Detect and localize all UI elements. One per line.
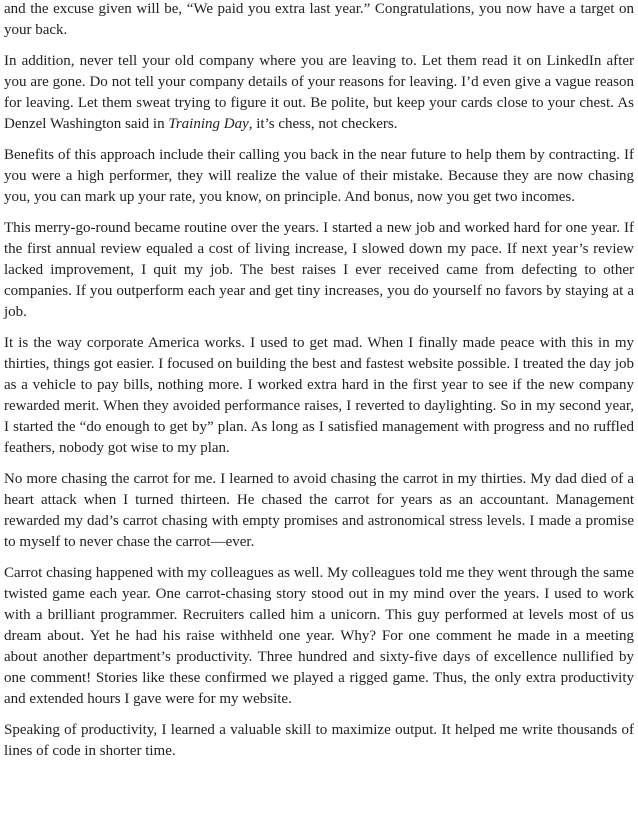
paragraph-7: Carrot chasing happened with my colleagues as well. My colleagues told me they went through the same twisted game each year. One carrot-chasing story stood out in my mind over the years. I used to work with a brilliant programmer. Recruiters called him a unicorn. This guy performed at levels most of us dream about. Yet he had his raise withheld one year. Why? For one comment he made in a meeting about another department’s productivity. Three hundred and sixty-five days of excellence nullified by one comment! Stories like these confirmed we played a rigged game. Thus, the only extra productivity and extended hours I gave were for my website.: [4, 565, 634, 707]
paragraph-4: This merry-go-round became routine over the years. I started a new job and worked hard for one year. If the first annual review equaled a cost of living increase, I slowed down my pace. If next year’s review lacked improvement, I quit my job. The best raises I ever received came from defecting to other companies. If you outperform each year and get tiny increases, you do yourself no favors by staying at a job.: [4, 220, 634, 320]
paragraph-2: [4, 51, 634, 135]
paragraph-3: Benefits of this approach include their calling you back in the near future to help them by contracting. If you were a high performer, they will realize the value of their mistake. Because they are now chasing you, you can mark up your rate, you know, on principle. And bonus, now you get two incomes.: [4, 147, 634, 206]
document-page: [4, 0, 634, 772]
paragraph-1: and the excuse given will be, “We paid you extra last year.” Congratulations, you now have a target on your back.: [4, 1, 634, 38]
paragraph-5: It is the way corporate America works. I used to get mad. When I finally made peace with this in my thirties, things got easier. I focused on building the best and fastest website possible. I treated the day job as a vehicle to pay bills, nothing more. I worked extra hard in the first year to see if the new company rewarded merit. When they avoided performance raises, I reverted to daylighting. So in my second year, I started the “do enough to get by” plan. As long as I satisfied management with progress and no ruffled feathers, nobody got wise to my plan.: [4, 335, 634, 456]
paragraph-2-text-before: In addition, never tell your old company where you are leaving to. Let them read it on LinkedIn after you are gone. Do not tell your company details of your reasons for leaving. I’d even give a vague reason for leaving. Let them sweat trying to figure it out. Be polite, but keep your cards close to your chest. As Denzel Washington said in: [4, 53, 634, 132]
paragraph-8: Speaking of productivity, I learned a valuable skill to maximize output. It helped me write thousands of lines of code in shorter time.: [4, 721, 634, 759]
movie-title-italic: Training Day: [168, 115, 249, 132]
paragraph-6: No more chasing the carrot for me. I learned to avoid chasing the carrot in my thirties. My dad died of a heart attack when I turned thirteen. He chased the carrot for years as an accountant. Management rewarded my dad’s carrot chasing with empty promises and astronomical stress levels. I made a promise to myself to never chase the carrot—ever.: [4, 471, 634, 550]
paragraph-2-text-after: , it’s chess, not checkers.: [248, 115, 398, 132]
